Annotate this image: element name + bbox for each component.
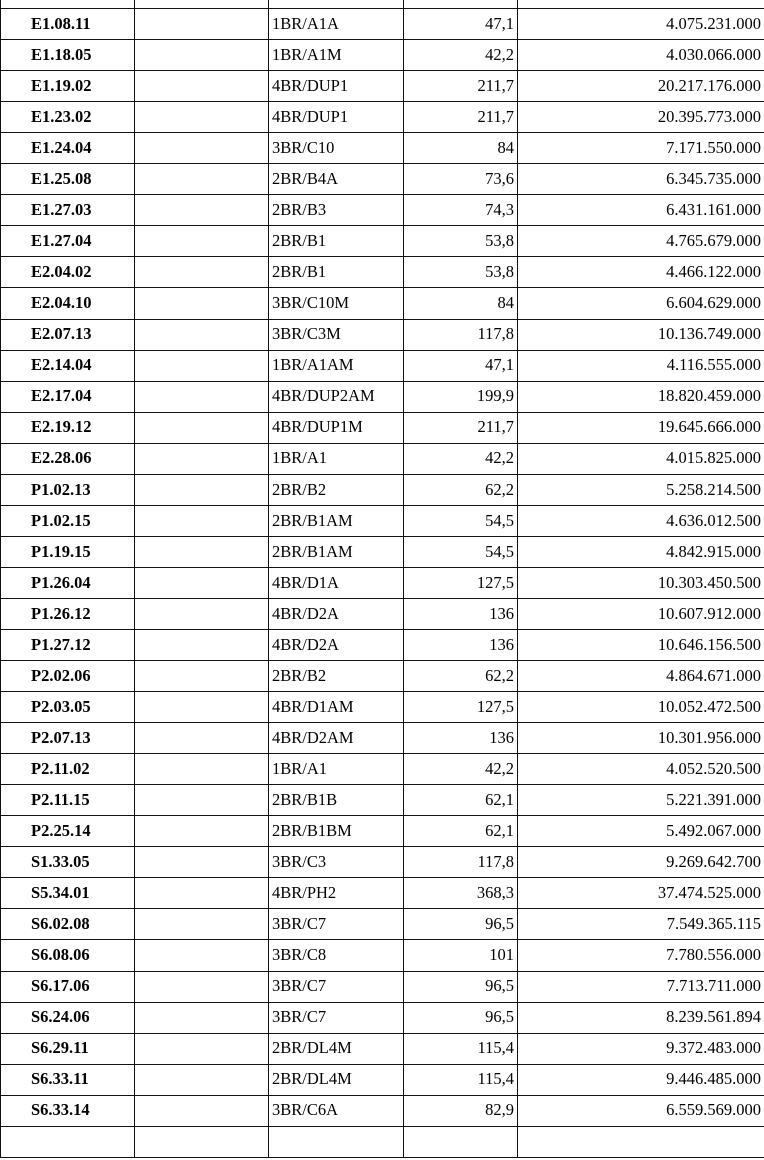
area-cell: 62,1	[404, 785, 518, 816]
area-cell: 54,5	[404, 505, 518, 536]
unit-code-cell	[1, 0, 135, 9]
unit-code-cell: P1.02.13	[1, 474, 135, 505]
area-cell: 115,4	[404, 1033, 518, 1064]
unit-code-cell: E1.18.05	[1, 40, 135, 71]
unit-code-cell: S6.29.11	[1, 1033, 135, 1064]
unit-type-cell	[269, 1126, 404, 1157]
area-cell: 96,5	[404, 909, 518, 940]
table-row	[1, 9, 764, 40]
unit-type-cell: 4BR/DUP1	[269, 102, 404, 133]
table-row	[1, 971, 764, 1002]
price-cell: 9.269.642.700	[518, 847, 764, 878]
table-row	[1, 133, 764, 164]
area-cell: 42,2	[404, 443, 518, 474]
area-cell: 368,3	[404, 878, 518, 909]
unit-type-cell: 2BR/B2	[269, 474, 404, 505]
unit-type-cell: 4BR/D2A	[269, 598, 404, 629]
table-row	[1, 381, 764, 412]
unit-code-cell: P1.27.12	[1, 629, 135, 660]
unit-code-cell: P2.11.15	[1, 785, 135, 816]
empty-cell	[135, 71, 269, 102]
unit-type-cell: 2BR/B1AM	[269, 505, 404, 536]
price-cell: 10.607.912.000	[518, 598, 764, 629]
area-cell: 62,2	[404, 474, 518, 505]
area-cell: 127,5	[404, 567, 518, 598]
unit-type-cell: 1BR/A1M	[269, 40, 404, 71]
table-row	[1, 567, 764, 598]
area-cell: 47,1	[404, 9, 518, 40]
unit-type-cell: 2BR/B1B	[269, 785, 404, 816]
unit-type-cell: 4BR/D2A	[269, 629, 404, 660]
unit-type-cell: 3BR/C10	[269, 133, 404, 164]
empty-cell	[135, 257, 269, 288]
area-cell	[404, 1126, 518, 1157]
area-cell: 54,5	[404, 536, 518, 567]
table-row	[1, 412, 764, 443]
table-row	[1, 661, 764, 692]
empty-cell	[135, 133, 269, 164]
unit-code-cell: E1.08.11	[1, 9, 135, 40]
area-cell: 84	[404, 288, 518, 319]
unit-type-cell: 3BR/C8	[269, 940, 404, 971]
price-cell: 4.075.231.000	[518, 9, 764, 40]
price-cell: 4.466.122.000	[518, 257, 764, 288]
empty-cell	[135, 847, 269, 878]
unit-type-cell: 3BR/C3	[269, 847, 404, 878]
price-cell	[518, 0, 764, 9]
unit-type-cell: 2BR/B3	[269, 195, 404, 226]
table-body	[1, 0, 764, 1157]
empty-cell	[135, 288, 269, 319]
price-cell: 10.301.956.000	[518, 723, 764, 754]
area-cell: 127,5	[404, 692, 518, 723]
unit-type-cell: 2BR/B1	[269, 226, 404, 257]
unit-type-cell: 3BR/C3M	[269, 319, 404, 350]
empty-cell	[135, 536, 269, 567]
unit-code-cell: E1.24.04	[1, 133, 135, 164]
empty-cell	[135, 1002, 269, 1033]
empty-cell	[135, 226, 269, 257]
price-cell: 6.345.735.000	[518, 164, 764, 195]
price-cell: 9.372.483.000	[518, 1033, 764, 1064]
unit-type-cell: 4BR/D1A	[269, 567, 404, 598]
area-cell: 101	[404, 940, 518, 971]
unit-code-cell: S6.33.14	[1, 1095, 135, 1126]
unit-code-cell: E2.19.12	[1, 412, 135, 443]
price-cell: 20.217.176.000	[518, 71, 764, 102]
empty-cell	[135, 661, 269, 692]
table-row	[1, 505, 764, 536]
area-cell: 47,1	[404, 350, 518, 381]
area-cell: 62,2	[404, 661, 518, 692]
price-cell: 7.713.711.000	[518, 971, 764, 1002]
empty-cell	[135, 474, 269, 505]
price-cell: 4.636.012.500	[518, 505, 764, 536]
unit-code-cell: P2.03.05	[1, 692, 135, 723]
table-row	[1, 40, 764, 71]
price-cell: 9.446.485.000	[518, 1064, 764, 1095]
area-cell: 74,3	[404, 195, 518, 226]
unit-code-cell: S1.33.05	[1, 847, 135, 878]
unit-code-cell: E2.17.04	[1, 381, 135, 412]
table-row	[1, 1126, 764, 1157]
price-cell: 7.780.556.000	[518, 940, 764, 971]
unit-code-cell: E1.23.02	[1, 102, 135, 133]
table-row	[1, 909, 764, 940]
price-cell: 8.239.561.894	[518, 1002, 764, 1033]
empty-cell	[135, 319, 269, 350]
price-cell: 4.030.066.000	[518, 40, 764, 71]
unit-code-cell: P2.25.14	[1, 816, 135, 847]
unit-type-cell: 2BR/DL4M	[269, 1033, 404, 1064]
table-row	[1, 692, 764, 723]
area-cell: 82,9	[404, 1095, 518, 1126]
unit-type-cell: 4BR/D2AM	[269, 723, 404, 754]
price-cell: 4.116.555.000	[518, 350, 764, 381]
price-cell: 5.258.214.500	[518, 474, 764, 505]
area-cell: 42,2	[404, 40, 518, 71]
table-row	[1, 1064, 764, 1095]
table-row	[1, 847, 764, 878]
area-cell: 53,8	[404, 257, 518, 288]
unit-type-cell: 2BR/B1AM	[269, 536, 404, 567]
area-cell: 84	[404, 133, 518, 164]
empty-cell	[135, 785, 269, 816]
empty-cell	[135, 567, 269, 598]
table-row	[1, 878, 764, 909]
unit-type-cell: 2BR/B1	[269, 257, 404, 288]
table-row	[1, 1095, 764, 1126]
table-row	[1, 754, 764, 785]
empty-cell	[135, 723, 269, 754]
unit-type-cell: 4BR/DUP1M	[269, 412, 404, 443]
unit-code-cell: P1.26.12	[1, 598, 135, 629]
price-cell: 10.646.156.500	[518, 629, 764, 660]
unit-code-cell: S6.33.11	[1, 1064, 135, 1095]
unit-code-cell: E2.14.04	[1, 350, 135, 381]
price-cell	[518, 1126, 764, 1157]
price-cell: 10.303.450.500	[518, 567, 764, 598]
area-cell: 42,2	[404, 754, 518, 785]
unit-type-cell: 2BR/DL4M	[269, 1064, 404, 1095]
unit-type-cell: 4BR/D1AM	[269, 692, 404, 723]
unit-code-cell: S6.17.06	[1, 971, 135, 1002]
empty-cell	[135, 195, 269, 226]
empty-cell	[135, 692, 269, 723]
unit-code-cell: E1.27.04	[1, 226, 135, 257]
price-cell: 7.549.365.115	[518, 909, 764, 940]
unit-type-cell: 2BR/B4A	[269, 164, 404, 195]
unit-code-cell: S6.08.06	[1, 940, 135, 971]
table-row	[1, 443, 764, 474]
empty-cell	[135, 443, 269, 474]
unit-code-cell: P1.19.15	[1, 536, 135, 567]
price-cell: 4.765.679.000	[518, 226, 764, 257]
price-cell: 7.171.550.000	[518, 133, 764, 164]
unit-code-cell: E2.04.10	[1, 288, 135, 319]
area-cell: 211,7	[404, 412, 518, 443]
area-cell: 96,5	[404, 971, 518, 1002]
unit-type-cell: 1BR/A1AM	[269, 350, 404, 381]
area-cell: 136	[404, 598, 518, 629]
unit-type-cell: 3BR/C10M	[269, 288, 404, 319]
unit-type-cell: 3BR/C7	[269, 1002, 404, 1033]
table-row	[1, 1002, 764, 1033]
unit-type-cell: 3BR/C7	[269, 971, 404, 1002]
unit-code-cell: E2.04.02	[1, 257, 135, 288]
table-row	[1, 1033, 764, 1064]
unit-type-cell: 2BR/B1BM	[269, 816, 404, 847]
price-cell: 19.645.666.000	[518, 412, 764, 443]
empty-cell	[135, 1126, 269, 1157]
empty-cell	[135, 598, 269, 629]
table-row	[1, 0, 764, 9]
price-cell: 10.136.749.000	[518, 319, 764, 350]
empty-cell	[135, 1064, 269, 1095]
unit-code-cell: E1.19.02	[1, 71, 135, 102]
unit-code-cell: P1.02.15	[1, 505, 135, 536]
empty-cell	[135, 909, 269, 940]
empty-cell	[135, 350, 269, 381]
empty-cell	[135, 940, 269, 971]
empty-cell	[135, 412, 269, 443]
unit-type-cell: 4BR/PH2	[269, 878, 404, 909]
empty-cell	[135, 102, 269, 133]
area-cell: 62,1	[404, 816, 518, 847]
price-cell: 20.395.773.000	[518, 102, 764, 133]
table-row	[1, 257, 764, 288]
empty-cell	[135, 0, 269, 9]
price-cell: 5.492.067.000	[518, 816, 764, 847]
price-cell: 4.842.915.000	[518, 536, 764, 567]
table-row	[1, 319, 764, 350]
unit-code-cell: P1.26.04	[1, 567, 135, 598]
empty-cell	[135, 40, 269, 71]
table-row	[1, 598, 764, 629]
price-cell: 6.559.569.000	[518, 1095, 764, 1126]
table-row	[1, 195, 764, 226]
empty-cell	[135, 816, 269, 847]
table-row	[1, 71, 764, 102]
unit-type-cell: 1BR/A1A	[269, 9, 404, 40]
table-row	[1, 474, 764, 505]
table-row	[1, 816, 764, 847]
price-cell: 10.052.472.500	[518, 692, 764, 723]
price-cell: 4.015.825.000	[518, 443, 764, 474]
area-cell: 211,7	[404, 102, 518, 133]
table-row	[1, 288, 764, 319]
price-cell: 37.474.525.000	[518, 878, 764, 909]
empty-cell	[135, 505, 269, 536]
price-cell: 4.052.520.500	[518, 754, 764, 785]
unit-code-cell: S6.24.06	[1, 1002, 135, 1033]
price-cell: 4.864.671.000	[518, 661, 764, 692]
unit-code-cell: E2.07.13	[1, 319, 135, 350]
empty-cell	[135, 629, 269, 660]
empty-cell	[135, 164, 269, 195]
table-row	[1, 940, 764, 971]
unit-type-cell: 2BR/B2	[269, 661, 404, 692]
table-row	[1, 164, 764, 195]
price-cell: 18.820.459.000	[518, 381, 764, 412]
area-cell: 115,4	[404, 1064, 518, 1095]
unit-code-cell: E1.27.03	[1, 195, 135, 226]
area-cell: 136	[404, 723, 518, 754]
unit-type-cell: 1BR/A1	[269, 754, 404, 785]
area-cell: 117,8	[404, 847, 518, 878]
unit-code-cell: S6.02.08	[1, 909, 135, 940]
unit-code-cell: E1.25.08	[1, 164, 135, 195]
unit-code-cell: E2.28.06	[1, 443, 135, 474]
table-row	[1, 785, 764, 816]
table-row	[1, 723, 764, 754]
area-cell: 136	[404, 629, 518, 660]
area-cell: 96,5	[404, 1002, 518, 1033]
unit-type-cell: 1BR/A1	[269, 443, 404, 474]
unit-type-cell: 4BR/DUP1	[269, 71, 404, 102]
unit-type-cell: 3BR/C7	[269, 909, 404, 940]
empty-cell	[135, 971, 269, 1002]
area-cell: 117,8	[404, 319, 518, 350]
unit-code-cell: P2.11.02	[1, 754, 135, 785]
empty-cell	[135, 9, 269, 40]
empty-cell	[135, 754, 269, 785]
unit-type-cell: 3BR/C6A	[269, 1095, 404, 1126]
price-cell: 6.604.629.000	[518, 288, 764, 319]
unit-type-cell	[269, 0, 404, 9]
table-row	[1, 350, 764, 381]
table-row	[1, 226, 764, 257]
table-row	[1, 102, 764, 133]
area-cell	[404, 0, 518, 9]
unit-code-cell: S5.34.01	[1, 878, 135, 909]
table-row	[1, 629, 764, 660]
price-cell: 5.221.391.000	[518, 785, 764, 816]
unit-code-cell	[1, 1126, 135, 1157]
empty-cell	[135, 1095, 269, 1126]
area-cell: 73,6	[404, 164, 518, 195]
area-cell: 199,9	[404, 381, 518, 412]
area-cell: 53,8	[404, 226, 518, 257]
empty-cell	[135, 878, 269, 909]
unit-type-cell: 4BR/DUP2AM	[269, 381, 404, 412]
empty-cell	[135, 1033, 269, 1064]
price-cell: 6.431.161.000	[518, 195, 764, 226]
unit-code-cell: P2.02.06	[1, 661, 135, 692]
unit-code-cell: P2.07.13	[1, 723, 135, 754]
table-row	[1, 536, 764, 567]
empty-cell	[135, 381, 269, 412]
area-cell: 211,7	[404, 71, 518, 102]
